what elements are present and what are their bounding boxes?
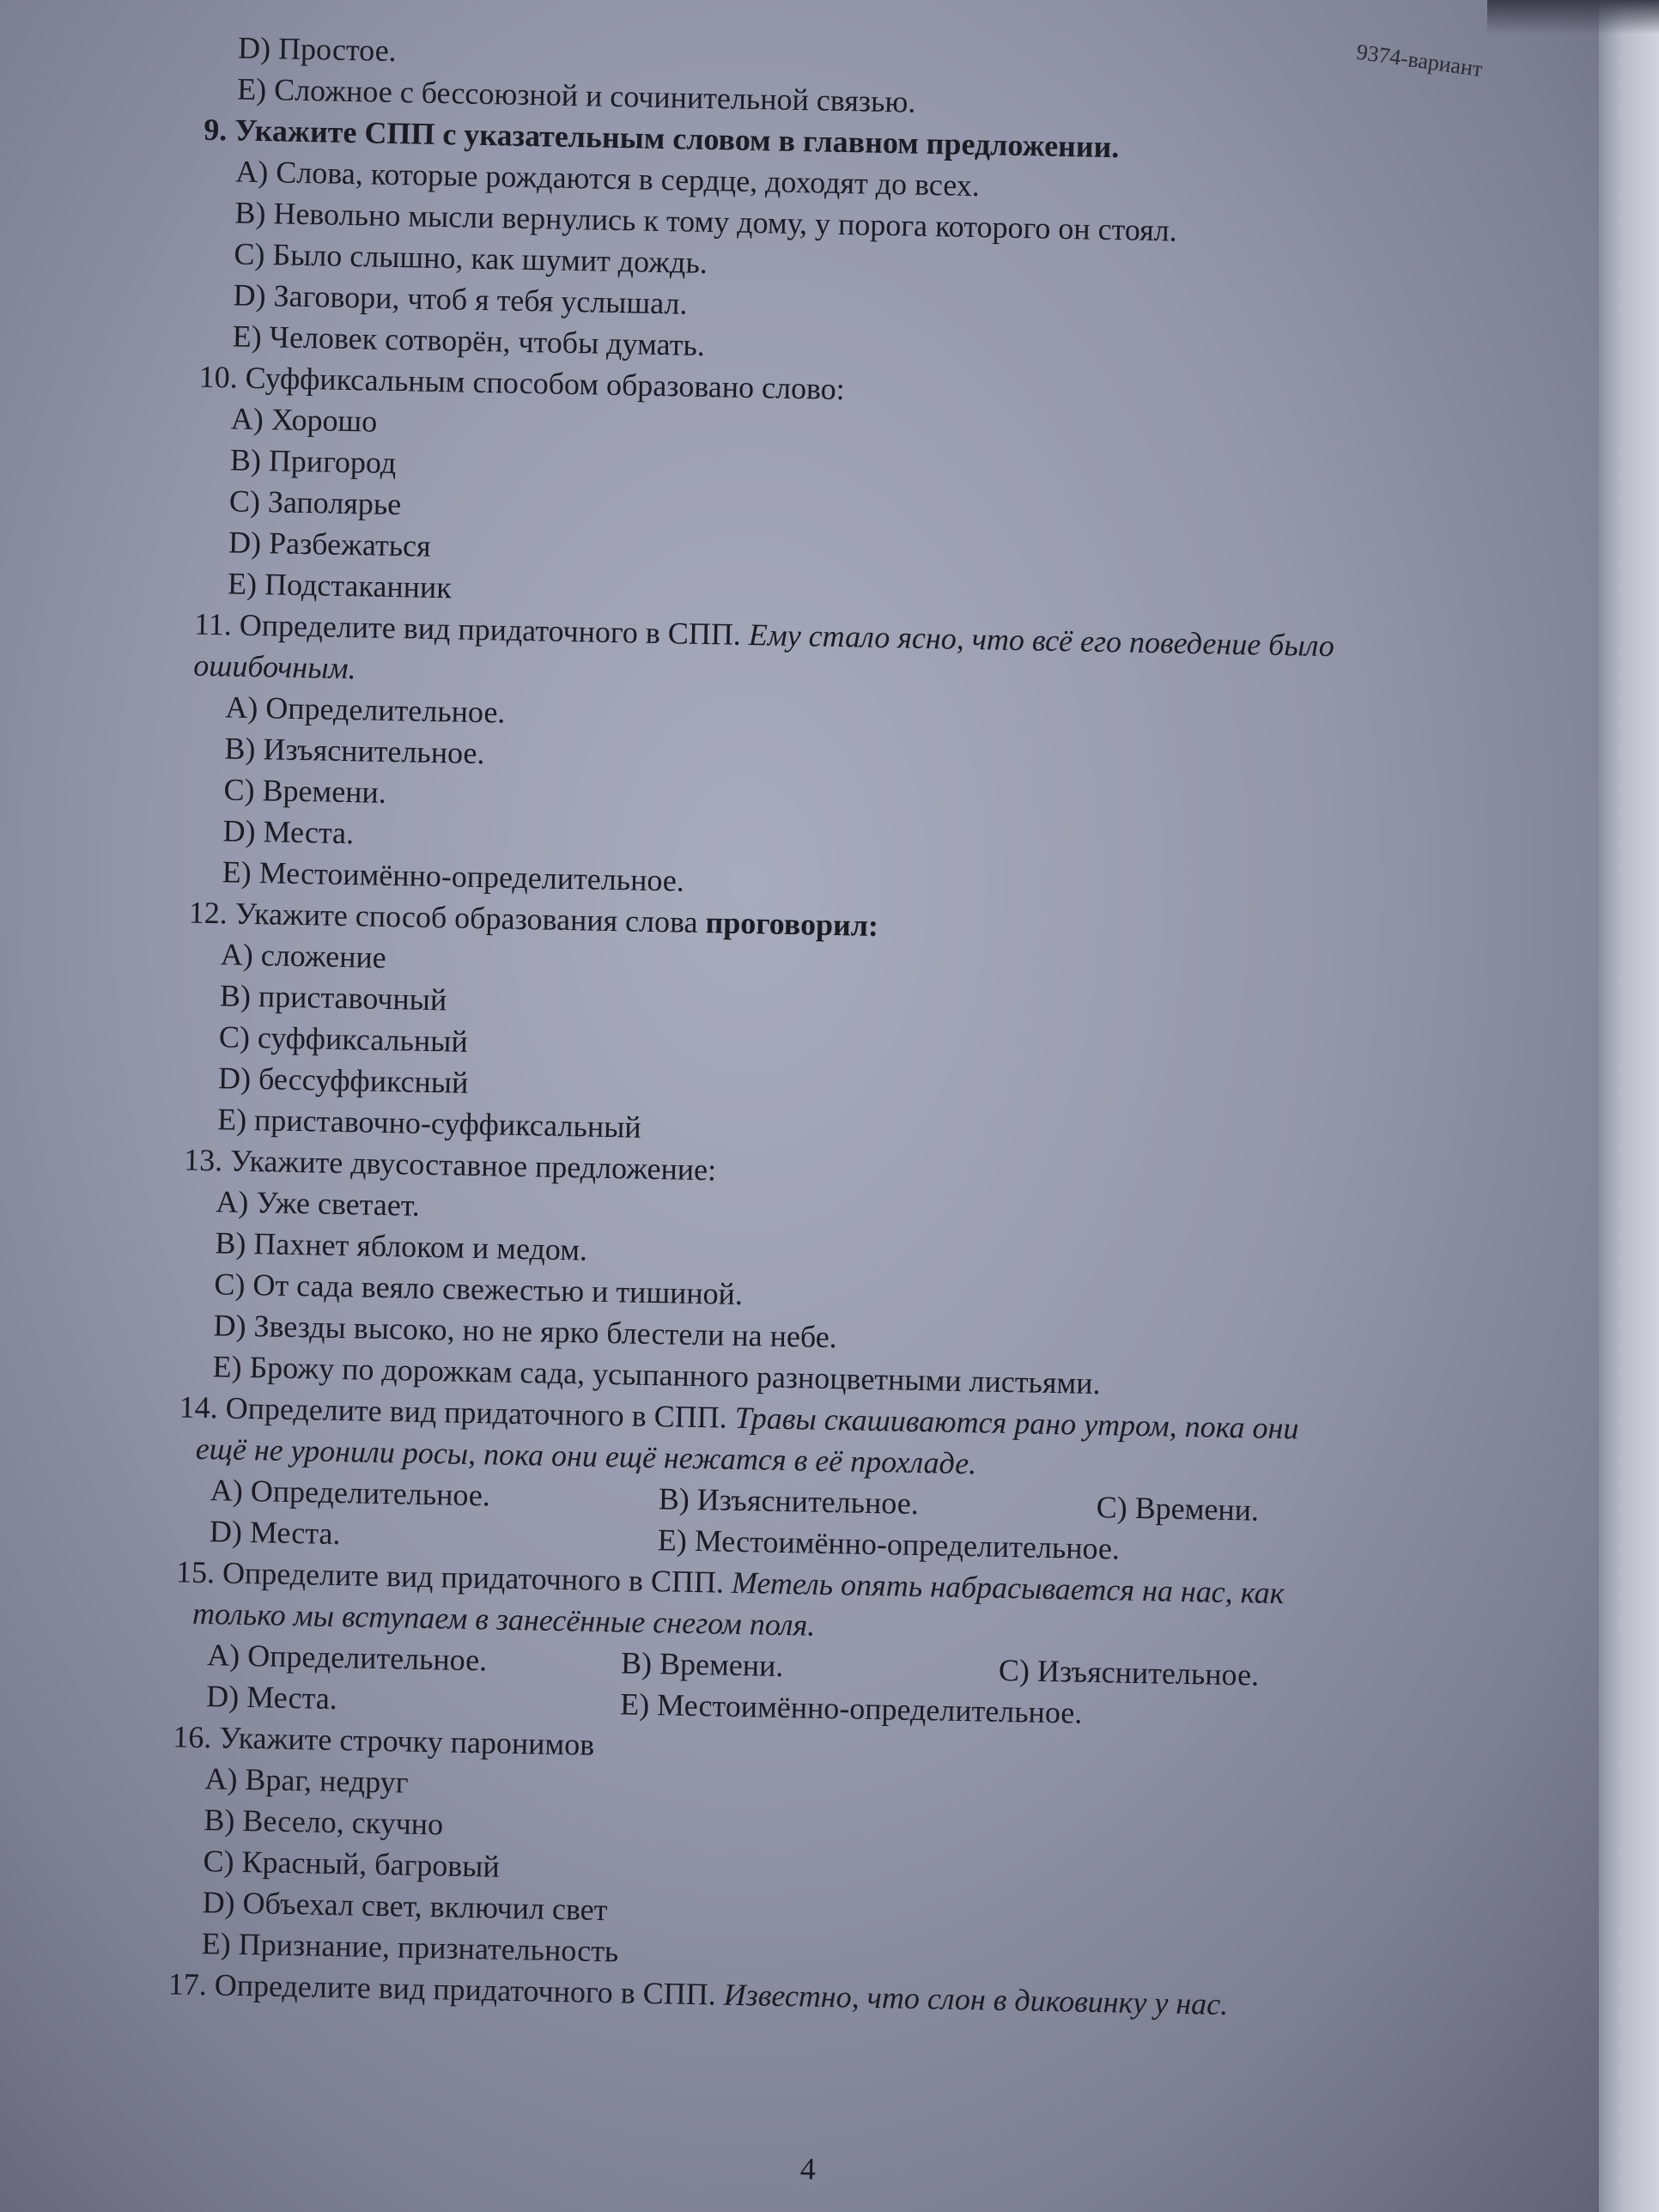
question-text: 14. Определите вид придаточного в СПП. — [179, 1389, 728, 1435]
option-b: B) Невольно мысли вернулись к тому дому, у порога которого он стоял. — [234, 195, 1178, 248]
option-b: B) Пригород — [229, 442, 397, 481]
question-sentence: Известно, что слон в диковинку у нас. — [723, 1977, 1229, 2022]
option-d: D) бессуффиксный — [217, 1060, 469, 1100]
option-e: E) Человек сотворён, чтобы думать. — [232, 319, 706, 362]
option-e: E) Местоимённо-определительное. — [657, 1522, 1121, 1566]
option-d: D) Места. — [205, 1679, 338, 1717]
option-c: C) суффиксальный — [218, 1019, 469, 1059]
question-sentence: Метель опять набрасывается на нас, как — [731, 1565, 1285, 1611]
option-c: C) Заполярье — [228, 483, 402, 522]
option-a: A) Враг, недруг — [204, 1761, 409, 1800]
option-d: D) Заговори, чтоб я тебя услышал. — [233, 277, 688, 321]
question-text: 17. Определите вид придаточного в СПП. — [167, 1966, 717, 2012]
option-a: A) Определительное. — [210, 1473, 491, 1513]
option-a: A) Хорошо — [230, 401, 378, 439]
option-a: A) Определительное. — [225, 690, 506, 730]
option-b: B) Пахнет яблоком и медом. — [215, 1225, 588, 1267]
question-text: 12. Укажите способ образования слова — [188, 895, 698, 939]
question-text: 11. Определите вид придаточного в СПП. — [193, 606, 742, 652]
option-d: D) Места. — [209, 1514, 341, 1552]
question-17 — [167, 1965, 1228, 2023]
shadow — [1487, 0, 1659, 34]
variant-label: 9374-вариант — [1354, 39, 1485, 82]
question-sentence: Ему стало ясно, что всё его поведение было — [748, 617, 1335, 664]
option-c: C) Было слышно, как шумит дождь. — [234, 236, 708, 281]
option-b: B) Весело, скучно — [204, 1802, 444, 1842]
question-11 — [194, 605, 1334, 665]
option-a: A) сложение — [220, 937, 387, 975]
page-number: 4 — [799, 2151, 817, 2186]
question-13: 13. Укажите двусоставное предложение: — [183, 1142, 717, 1188]
option-b: B) Изъяснительное. — [224, 731, 485, 771]
option-e: E) Местоимённо-определительное. — [619, 1686, 1083, 1730]
option-e: E) Местоимённо-определительное. — [222, 854, 685, 898]
option-e: E) Сложное с бессоюзной и сочинительной связью. — [236, 71, 916, 119]
option-e: E) Брожу по дорожкам сада, усыпанного разноцветными листьями. — [212, 1349, 1101, 1401]
option-d: D) Разбежаться — [228, 525, 432, 563]
option-c: C) Времени. — [1096, 1489, 1260, 1528]
option-a: A) Определительное. — [206, 1638, 488, 1678]
document-page — [130, 9, 1563, 2212]
option-c: C) Изъяснительное. — [998, 1652, 1260, 1692]
question-sentence-cont: ещё не уронили росы, пока они ещё нежатся в её прохладе. — [195, 1431, 977, 1481]
option-d: D) Простое. — [237, 30, 398, 69]
question-sentence: Травы скашиваются рано утром, пока они — [734, 1400, 1299, 1446]
option-d: D) Объехал свет, включил свет — [202, 1885, 608, 1928]
option-d: D) Места. — [222, 813, 355, 851]
question-text: 15. Определите вид придаточного в СПП. — [175, 1554, 725, 1600]
option-a: A) Слова, которые рождаются в сердце, доходят до всех. — [234, 154, 981, 204]
option-b: B) приставочный — [219, 978, 447, 1018]
option-a: A) Уже светает. — [215, 1184, 421, 1223]
question-sentence-cont: ошибочным. — [192, 647, 356, 686]
page-edge — [1599, 0, 1659, 2212]
option-e: E) Признание, признательность — [201, 1926, 619, 1969]
option-b: B) Изъяснительное. — [658, 1481, 920, 1522]
option-e: E) приставочно-суффиксальный — [216, 1102, 642, 1145]
option-d: D) Звезды высоко, но не ярко блестели на небе. — [213, 1308, 838, 1355]
question-sentence-cont: только мы вступаем в занесённые снегом поля. — [191, 1595, 816, 1643]
question-16: 16. Укажите строчку паронимов — [172, 1719, 595, 1762]
option-e: E) Подстаканник — [227, 566, 453, 605]
option-c: C) Времени. — [223, 772, 387, 810]
option-b: B) Времени. — [620, 1645, 784, 1684]
option-c: C) От сада веяло свежестью и тишиной. — [214, 1267, 744, 1312]
option-c: C) Красный, багровый — [203, 1844, 501, 1884]
question-9: 9. Укажите СПП с указательным словом в главном предложении. — [203, 112, 1120, 165]
question-word: проговорил: — [705, 905, 879, 943]
question-10: 10. Суффиксальным способом образовано слово: — [198, 359, 846, 407]
